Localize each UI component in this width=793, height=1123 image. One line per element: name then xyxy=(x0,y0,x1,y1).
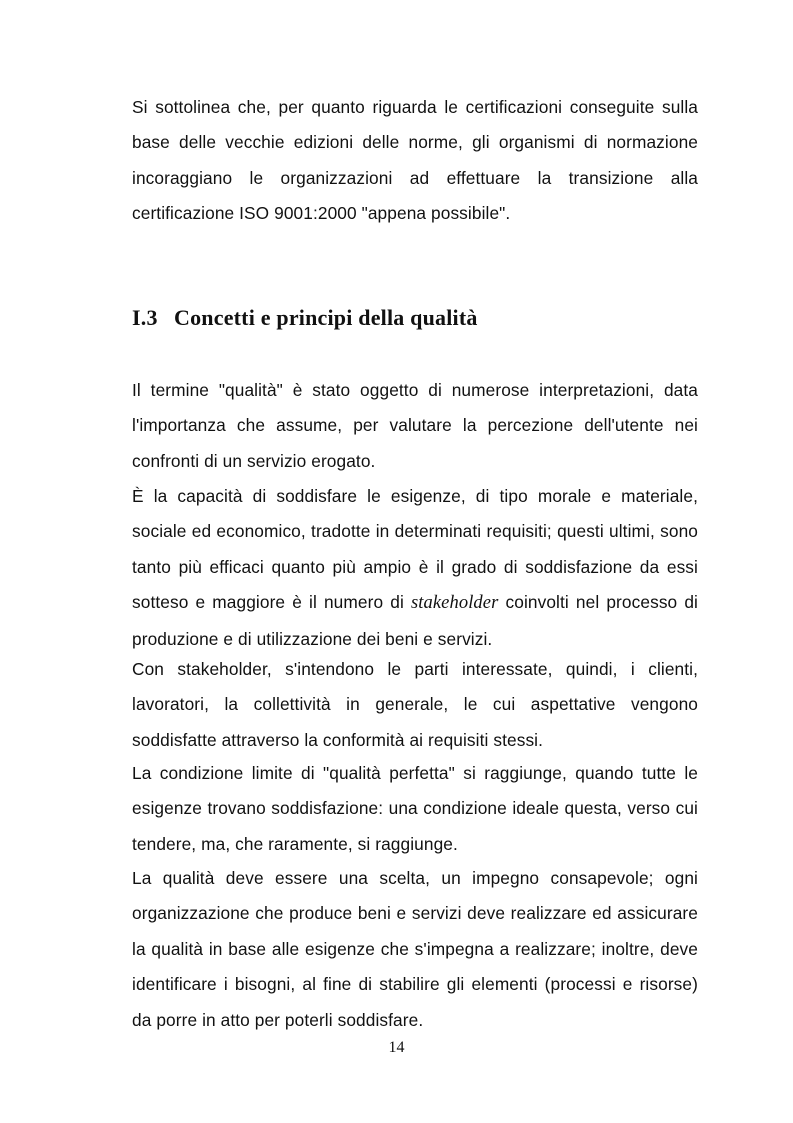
page-number: 14 xyxy=(388,1039,405,1056)
paragraph-perfect-quality: La condizione limite di "qualità perfetta" si raggiunge, quando tutte le esigenze trovano soddisfazione: una condizione ideale questa, verso cui tendere, ma, che raramente, si raggiunge. xyxy=(132,763,698,854)
paragraph-text: È la capacità di soddisfare le esigenze, di tipo morale e materiale, sociale ed economico, tradotte in determinati requisiti; questi ultimi, sono tanto più efficaci quanto più ampio è il grado di soddisfazione da essi sotteso e maggiore è il numero di xyxy=(132,486,698,613)
section-number: I.3 xyxy=(132,305,158,330)
section-title: Concetti e principi della qualità xyxy=(174,305,478,330)
paragraph-stakeholder: Con stakeholder, s'intendono le parti interessate, quindi, i clienti, lavoratori, la collettività in generale, le cui aspettative vengono soddisfatte attraverso la conformità ai requisiti stessi. xyxy=(132,659,698,750)
section-heading xyxy=(132,303,478,333)
paragraph-quality-commitment: La qualità deve essere una scelta, un impegno consapevole; ogni organizzazione che produce beni e servizi deve realizzare ed assicurare la qualità in base alle esigenze che s'impegna a realizzare; inoltre, deve identificare i bisogni, al fine di stabilire gli elementi (processi e risorse) da porre in atto per poterli soddisfare. xyxy=(132,868,698,1030)
italic-term: stakeholder xyxy=(410,593,499,614)
paragraph-text: coinvolti nel processo di produzione e di utilizzazione dei beni e servizi. xyxy=(132,592,698,649)
paragraph-quality-term: Il termine "qualità" è stato oggetto di numerose interpretazioni, data l'importanza che assume, per valutare la percezione dell'utente nei confronti di un servizio erogato. xyxy=(132,380,698,471)
paragraph-quality-definition xyxy=(132,479,698,657)
intro-paragraph: Si sottolinea che, per quanto riguarda le certificazioni conseguite sulla base delle vecchie edizioni delle norme, gli organismi di normazione incoraggiano le organizzazioni ad effettuare la transizione alla certificazione ISO 9001:2000 "appena possibile". xyxy=(132,97,698,224)
